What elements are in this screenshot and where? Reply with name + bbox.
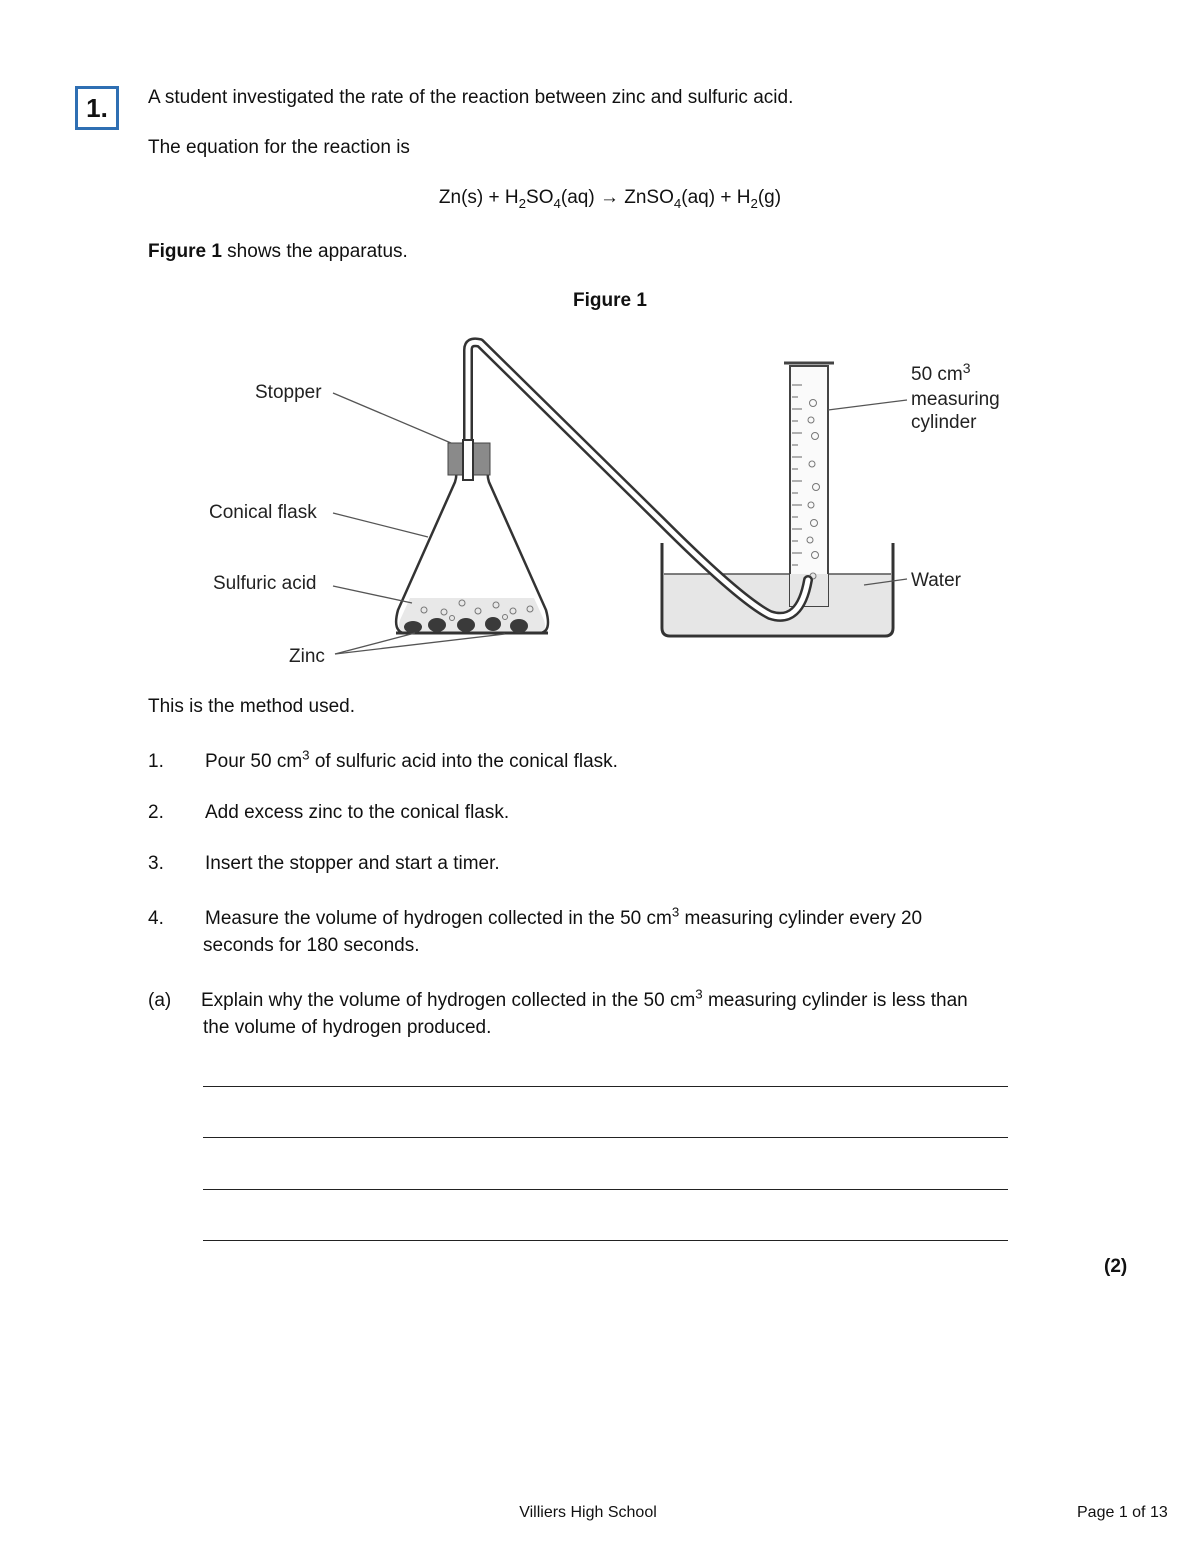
answer-line[interactable] [203,1240,1008,1241]
answer-line[interactable] [203,1189,1008,1190]
part-a-question-continued: the volume of hydrogen produced. [203,1017,492,1038]
step-4-text: Measure the volume of hydrogen collected in the 50 $cm^3$ measuring cylinder every 20 [205,904,923,929]
step-4-number: 4. [148,908,164,929]
footer-school: Villiers High School [519,1504,657,1521]
part-a-label: (a) [148,990,172,1011]
method-intro: This is the method used. [148,696,355,717]
question-number-box: 1. [75,86,119,130]
answer-line[interactable] [203,1137,1008,1138]
label-conical-flask: Conical flask [209,502,317,523]
label-zinc: Zinc [289,646,325,667]
part-a-question: Explain why the volume of hydrogen collected in the 50 $cm^3$ measuring cylinder is less than [201,986,968,1011]
step-3-text: Insert the stopper and start a timer. [205,853,500,874]
label-cylinder-volume: 50 $cm^3$ [911,360,971,385]
question-intro: A student investigated the rate of the reaction between zinc and sulfuric acid. [148,87,794,108]
label-cylinder-measuring: measuring [911,389,1000,410]
marks-indicator: (2) [1104,1256,1128,1277]
label-cylinder-word: cylinder [911,412,977,433]
apparatus-diagram [0,320,1200,680]
measuring-cylinder [784,363,834,606]
label-water: Water [911,570,961,591]
label-stopper: Stopper [255,382,322,403]
reaction-equation: $Zn(s) + H_2SO_4(aq)$ → ZnSO$_4$(aq) + $H_2(g)$ [438,187,782,211]
tube-in-stopper [463,440,473,480]
step-2-text: Add excess zinc to the conical flask. [205,802,510,823]
figure-title: Figure 1 [573,290,647,311]
step-2-number: 2. [148,802,164,823]
label-sulfuric-acid: Sulfuric acid [213,573,317,594]
step-4-text-continued: seconds for 180 seconds. [203,935,420,956]
figure-reference: Figure 1 shows the apparatus. [148,241,408,262]
equation-intro: The equation for the reaction is [148,137,410,158]
step-1-number: 1. [148,751,164,772]
answer-line[interactable] [203,1086,1008,1087]
footer-page-number: Page 1 of 13 [1077,1504,1168,1521]
step-1-text: Pour 50 $cm^3$ of sulfuric acid into the conical flask. [205,747,618,772]
step-3-number: 3. [148,853,164,874]
